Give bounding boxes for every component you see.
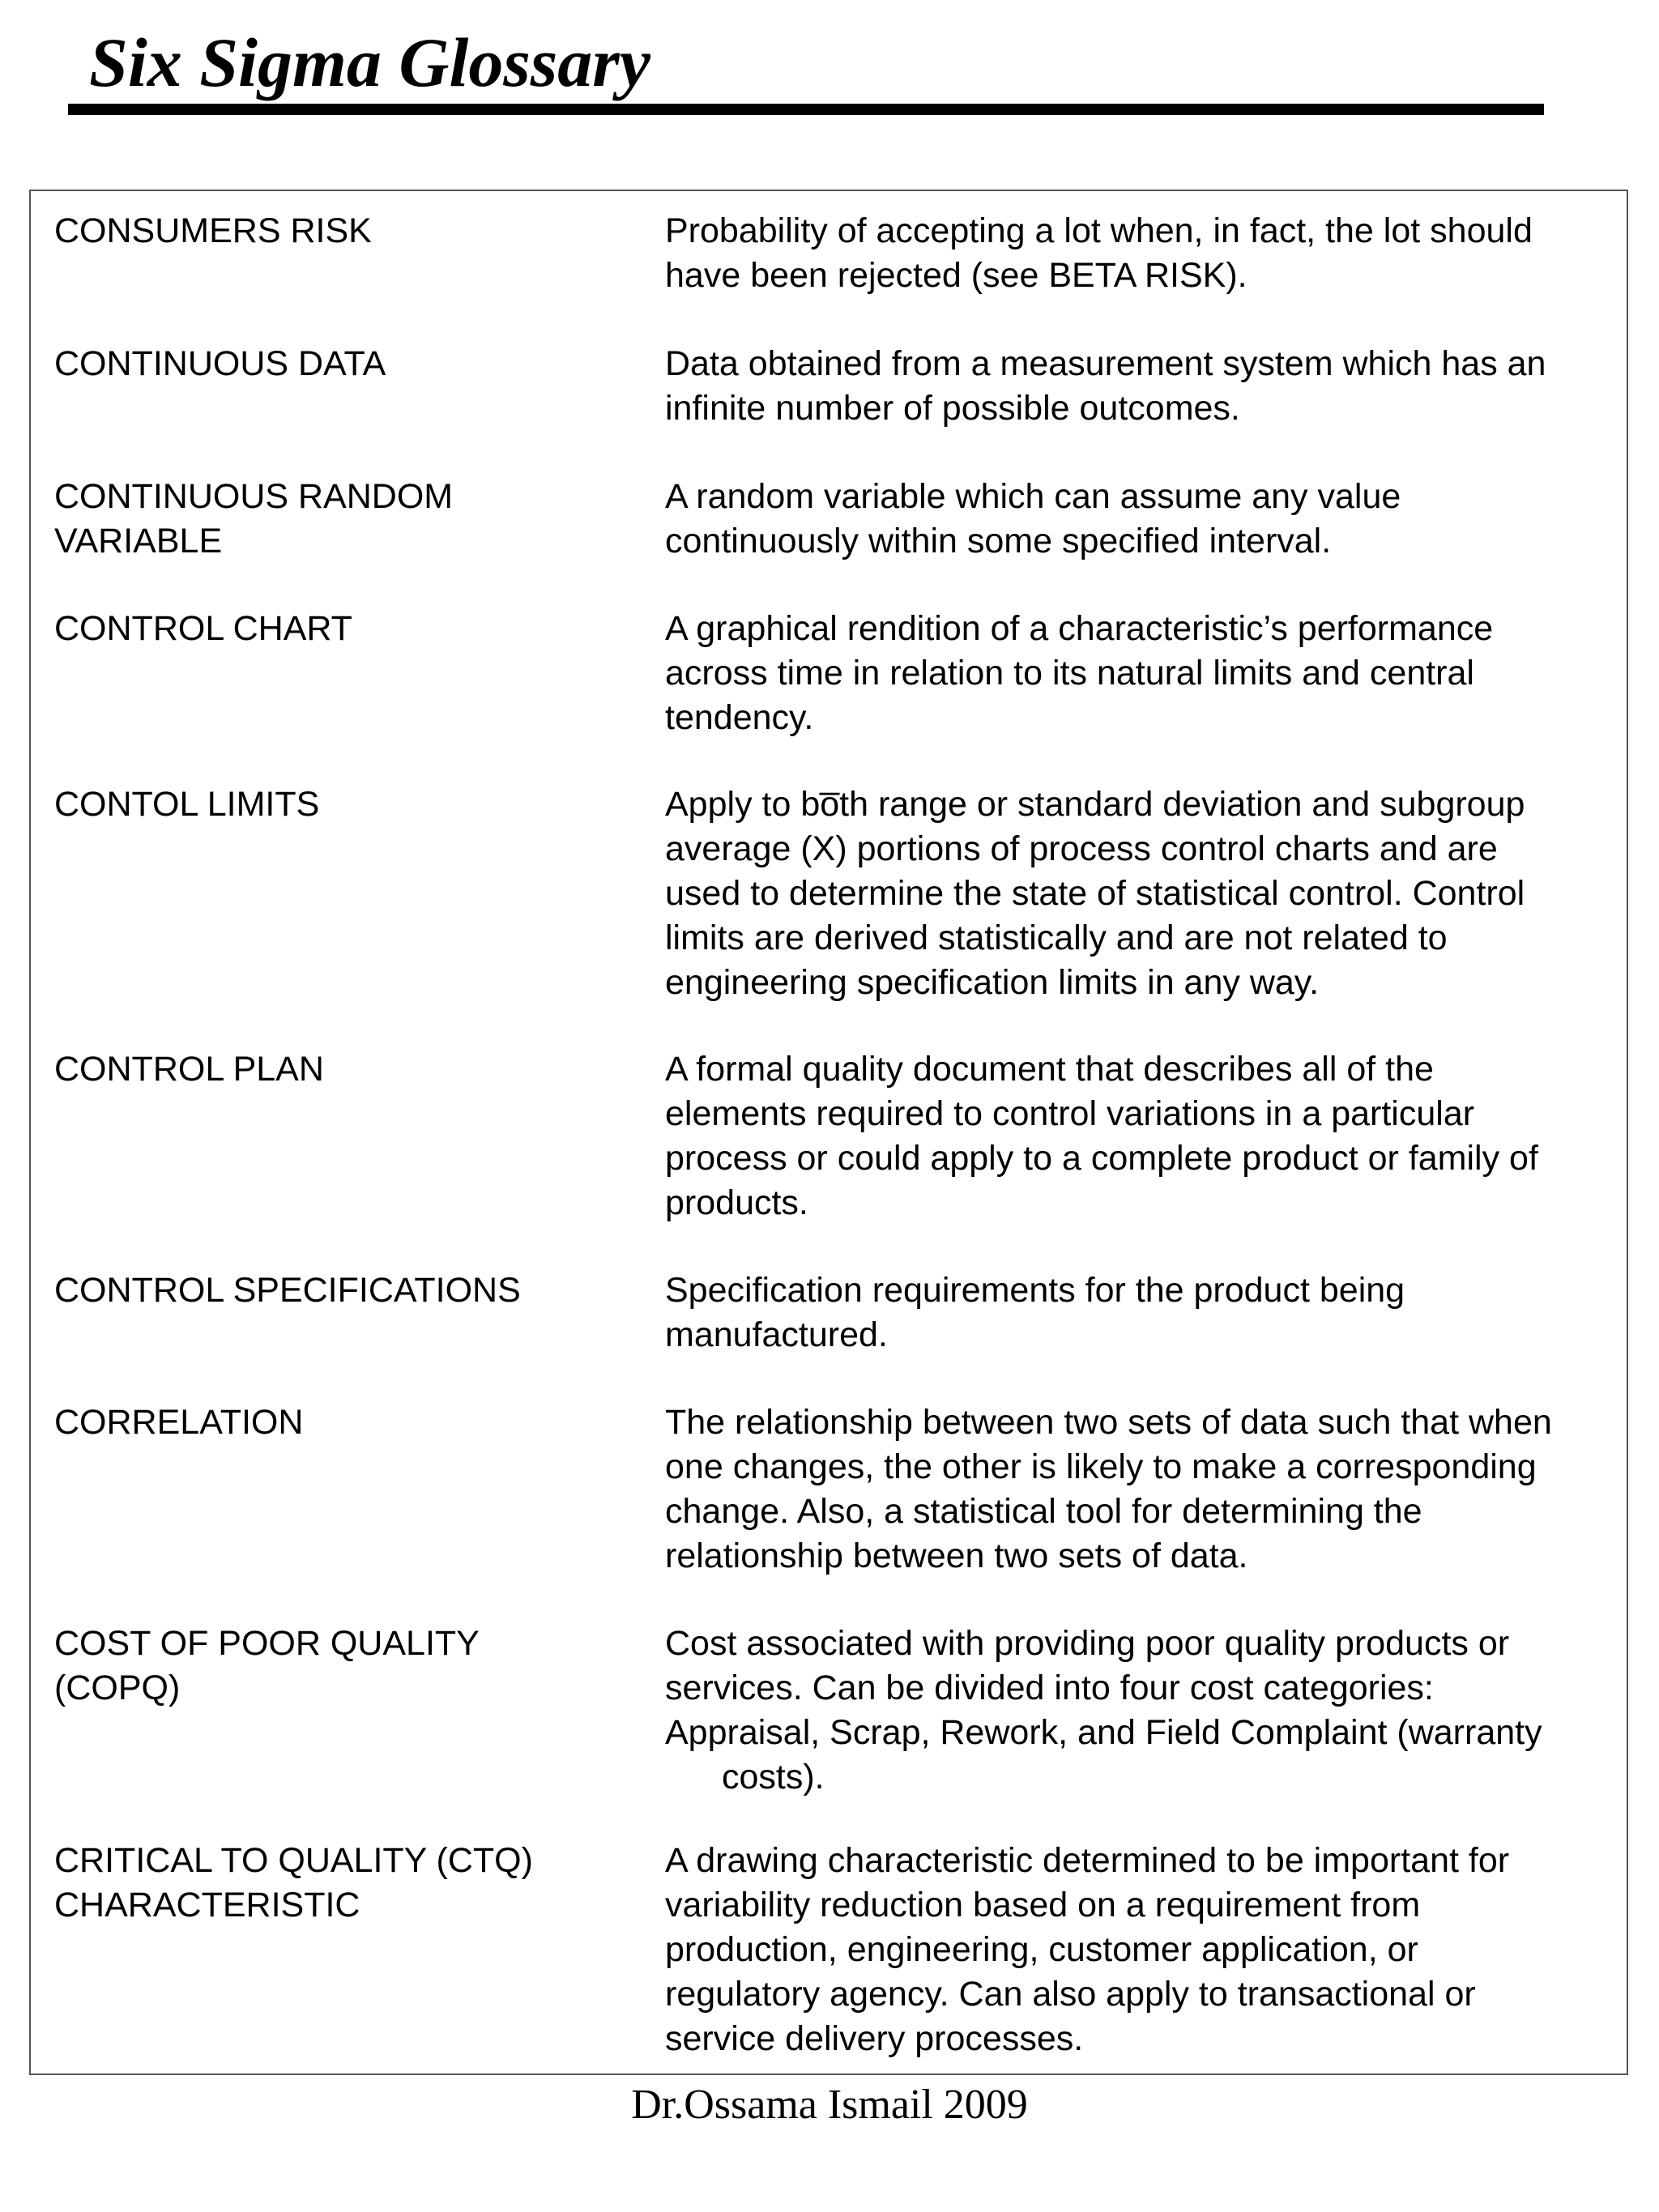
definition-line: engineering specification limits in any way. xyxy=(665,963,1320,1002)
glossary-term xyxy=(54,475,654,564)
glossary-term xyxy=(54,1268,654,1313)
glossary-term xyxy=(54,1047,654,1092)
term-line: CONTROL SPECIFICATIONS xyxy=(54,1271,521,1310)
definition-line: have been rejected (see BETA RISK). xyxy=(665,256,1247,295)
term-line: CONTOL LIMITS xyxy=(54,785,320,824)
glossary-term xyxy=(54,1839,654,1928)
definition-line: A graphical rendition of a characteristic’s performance xyxy=(665,609,1494,648)
glossary-definition xyxy=(665,1400,1621,1579)
definition-line: production, engineering, customer application, or xyxy=(665,1930,1418,1969)
glossary-term xyxy=(54,782,654,827)
definition-line: Apply to bo̅th range or standard deviation and subgroup xyxy=(665,785,1525,824)
definition-line: service delivery processes. xyxy=(665,2019,1084,2058)
glossary-definition xyxy=(665,1047,1621,1225)
term-line: COST OF POOR QUALITY xyxy=(54,1624,480,1663)
glossary-definition xyxy=(665,1839,1621,2061)
definition-line: one changes, the other is likely to make a corresponding xyxy=(665,1447,1537,1486)
term-line: CONTROL CHART xyxy=(54,609,352,648)
definition-line: limits are derived statistically and are not related to xyxy=(665,918,1448,957)
definition-line: manufactured. xyxy=(665,1315,888,1354)
term-line: CHARACTERISTIC xyxy=(54,1886,360,1924)
definition-line: change. Also, a statistical tool for determining the xyxy=(665,1492,1422,1531)
glossary-definition xyxy=(665,782,1621,1005)
glossary-definition xyxy=(665,607,1621,740)
term-line: (COPQ) xyxy=(54,1669,181,1707)
definition-line: infinite number of possible outcomes. xyxy=(665,389,1240,428)
definition-line: across time in relation to its natural limits and central xyxy=(665,654,1474,693)
glossary-definition xyxy=(665,1268,1621,1357)
term-line: CONTROL PLAN xyxy=(54,1050,324,1089)
glossary-term xyxy=(54,607,654,651)
definition-line: A drawing characteristic determined to be important for xyxy=(665,1841,1510,1880)
term-line: CONSUMERS RISK xyxy=(54,211,372,250)
glossary-definition xyxy=(665,209,1621,298)
definition-line: Specification requirements for the product being xyxy=(665,1271,1405,1310)
glossary-term xyxy=(54,209,654,254)
term-line: CONTINUOUS DATA xyxy=(54,344,386,383)
definition-line: elements required to control variations in a particular xyxy=(665,1094,1475,1133)
definition-line: relationship between two sets of data. xyxy=(665,1536,1248,1575)
glossary-definition xyxy=(665,475,1621,564)
page-title: Six Sigma Glossary xyxy=(89,23,650,101)
definition-line: costs). xyxy=(722,1758,825,1796)
definition-line: variability reduction based on a requirement from xyxy=(665,1886,1421,1924)
definition-line: used to determine the state of statistical control. Control xyxy=(665,874,1525,913)
definition-line: regulatory agency. Can also apply to transactional or xyxy=(665,1975,1476,2014)
term-line: VARIABLE xyxy=(54,522,223,560)
definition-line: tendency. xyxy=(665,698,814,737)
glossary-term xyxy=(54,342,654,386)
definition-line: Probability of accepting a lot when, in fact, the lot should xyxy=(665,211,1533,250)
glossary-definition xyxy=(665,342,1621,431)
definition-line: A random variable which can assume any value xyxy=(665,477,1401,516)
glossary-definition xyxy=(665,1622,1621,1800)
definition-line: average (X) portions of process control charts and are xyxy=(665,829,1498,868)
glossary-term xyxy=(54,1622,654,1711)
term-line: CORRELATION xyxy=(54,1403,304,1442)
definition-line: Cost associated with providing poor quality products or xyxy=(665,1624,1510,1663)
glossary-term xyxy=(54,1400,654,1445)
page-footer: Dr.Ossama Ismail 2009 xyxy=(631,2082,1028,2128)
glossary-table xyxy=(29,190,1628,2075)
definition-line: Appraisal, Scrap, Rework, and Field Complaint (warranty xyxy=(665,1713,1542,1752)
definition-line: continuously within some specified interval. xyxy=(665,522,1332,560)
definition-line: products. xyxy=(665,1183,808,1222)
definition-line: A formal quality document that describes all of the xyxy=(665,1050,1434,1089)
term-line: CRITICAL TO QUALITY (CTQ) xyxy=(54,1841,533,1880)
title-underline xyxy=(68,104,1544,115)
definition-line: services. Can be divided into four cost categories: xyxy=(665,1669,1434,1707)
definition-line: Data obtained from a measurement system which has an xyxy=(665,344,1546,383)
term-line: CONTINUOUS RANDOM xyxy=(54,477,454,516)
definition-line: The relationship between two sets of data such that when xyxy=(665,1403,1552,1442)
definition-line: process or could apply to a complete product or family of xyxy=(665,1139,1538,1178)
